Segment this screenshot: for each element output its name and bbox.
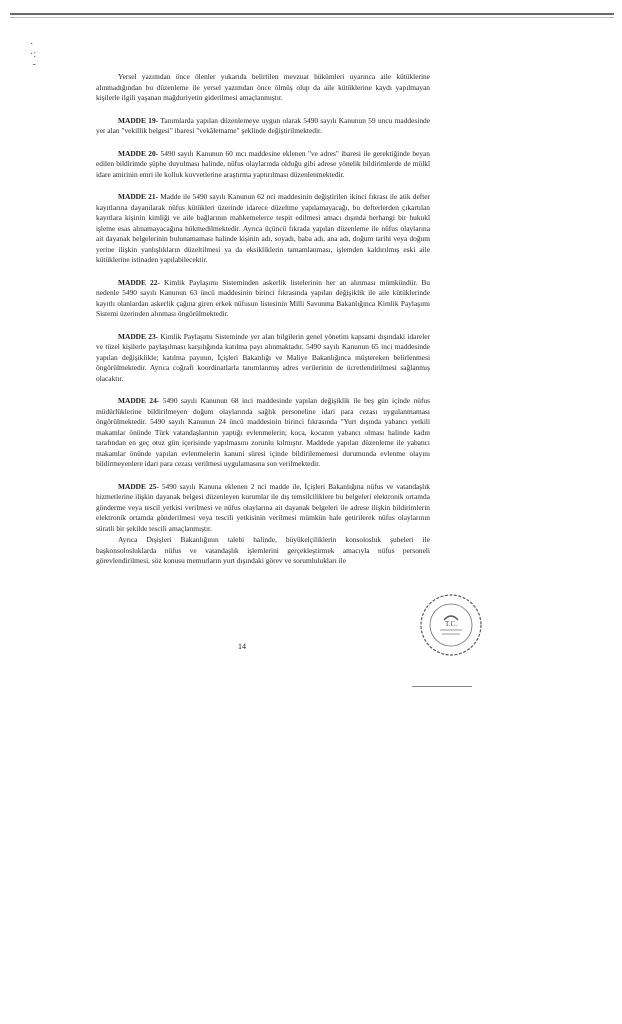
- paragraph-madde-23: [96, 332, 430, 385]
- signature-line: [412, 686, 472, 687]
- paragraph-text: Ayrıca Dışişleri Bakanlığının talebi halinde, büyükelçiliklerin konsolosluk şubeleri ile başkonsolosluklarda nüfus ve vatandaşlık işlemlerini gerçekleştirmek amacıyla nüfus personeli görevlendirilmesi, söz konusu memurların yurt dışındaki görev ve sorumlulukları ile: [96, 535, 430, 565]
- madde-heading: MADDE 20-: [118, 148, 159, 158]
- madde-heading: MADDE 23-: [118, 331, 159, 341]
- scan-specks: · ·: -: [30, 39, 37, 70]
- paragraph-text: Madde ile 5490 sayılı Kanunun 62 nci maddesinin değiştirilen ikinci fıkrası ile atik defter kayıtlarına dayanılarak nüfus kütükleri üzerinde idarece düzeltme yapılamayacağı, bu defterlerden çıkartılan kayıtlara kişinin kimliği ve aile bağlarının mahkemelerce tespit edilmesi amacı dışında herhangi bir hukukî işleme esas alınamayacağına hükmedilmektedir. Ayrıca üçüncü fıkrada yapılan düzenleme ile nüfus olaylarına ait dayanak belgelerinin bulunamaması halinde kişinin adı, soyadı, baba adı, ana adı, doğum tarihi veya doğum yerine ilişkin yanlışlıkların düzeltilmesi ya da eksikliklerin tamamlanması, işlemden kaldırılmış eski aile kütüklerine istinaden yapılabilecektir.: [96, 192, 430, 264]
- paragraph-madde-20: [96, 149, 430, 181]
- madde-heading: MADDE 19-: [118, 115, 159, 125]
- paragraph-text: 5490 sayılı Kanunun 60 ıncı maddesine eklenen "ve adres" ibaresi ile gerektiğinde beyan edilen bildirimde şüphe duyulması halinde, nüfus olaylarında olduğu gibi adrese yönelik bildirimlerde de mülkî idare amirinin emri ile kolluk kuvvetlerine araştırma yaptırılması düzenlenmektedir.: [96, 148, 430, 179]
- paragraph-madde-25: [96, 482, 430, 535]
- top-scan-border-faint: [10, 17, 614, 18]
- paragraph-text: Tanımlarda yapılan düzenlemeye uygun olarak 5490 sayılı Kanunun 59 uncu maddesinde yer alan "vekillik belgesi" ibaresi "vekâletname" şeklinde değiştirilmektedir.: [96, 115, 430, 135]
- paragraph-text: 5490 sayılı Kanuna eklenen 2 nci madde ile, İçişleri Bakanlığına nüfus ve vatandaşlık hizmetlerine ilişkin dayanak belgesi düzenleyen kurumlar ile dış temsilciliklere bu belgeleri elektronik ortamda gönderme veya tescil yetkisi verilmesi ve nüfus olaylarına ait dayanak belgeleri ile adrese ilişkin bildirimlerin elektronik ortamda gönderilmesi veya tescili yetkisinin verilmesi mümkün hale getirilerek nüfus olaylarının süratli bir şekilde tescili amaçlanmıştır.: [96, 481, 430, 533]
- paragraph-text: Kimlik Paylaşımı Sisteminde yer alan bilgilerin genel yönetim kapsamı dışındaki idareler ve tüzel kişilerle paylaşılması karşılığında katılma payı alınmaktadır. 5490 sayılı Kanunun 65 inci maddesinde yapılan değişiklikle; katılma payının, İçişleri Bakanlığı ve Maliye Bakanlığınca müştereken belirlenmesi öngörülmektedir. Ayrıca coğrafi koordinatlarla tanımlanmış adres verilerinin de ücretlendirilmesi sağlanmış olacaktır.: [96, 331, 431, 383]
- paragraph-intro: [96, 72, 430, 104]
- madde-heading: MADDE 21-: [118, 192, 158, 201]
- official-seal-stamp: [418, 592, 484, 658]
- paragraph-text: Yersel yazımdan önce ölenler yukarıda belirtilen mevzuat hükümleri uyarınca aile kütüklerine alınmadığından bu düzenleme ile yersel yazımdan önce ölmüş olup da aile kütüklerine kaydı yapılmayan kişilerle ilgili yaşanan mağduriyetin giderilmesi amaçlanmıştır.: [96, 72, 430, 102]
- madde-heading: MADDE 24-: [118, 396, 160, 405]
- madde-heading: MADDE 25-: [118, 481, 159, 491]
- paragraph-madde-22: [96, 278, 430, 320]
- paragraph-text: Kimlik Paylaşımı Sisteminden askerlik listelerinin her an alınması mümkündür. Bu nedenle 5490 sayılı Kanunun 63 üncü maddesinin birinci fıkrasında yapılan değişiklik ile aile kütüklerinde kayıtlı olanlardan askerlik çağına giren erkek nüfusun listesinin Milli Savunma Bakanlığınca Kimlik Paylaşımı Sistemi üzerinden alınması öngörülmektedir.: [96, 277, 430, 318]
- top-scan-border: [10, 13, 614, 15]
- page-number: 14: [238, 642, 246, 651]
- paragraph-continuation: [96, 535, 430, 567]
- seal-emblem-text: T.C.: [445, 620, 457, 628]
- madde-heading: MADDE 22-: [118, 277, 160, 287]
- document-body: [96, 72, 430, 568]
- paragraph-text: 5490 sayılı Kanunun 68 inci maddesinde yapılan değişiklik ile beş gün içinde nüfus müdürlüklerine bildirilmeyen doğum olaylarında sağlık personeline idari para cezası uygulanmaması öngörülmektedir. 5490 sayılı Kanunun 24 üncü maddesinin birinci fıkrasında "Yurt dışında yabancı yetkili makamlar önünde Türk vatandaşlarının yaptığı evlenmelerin; koca, kocanın yabancı olması halinde kadın tarafından en geç otuz gün içerisinde yapılmasını zorunlu kılmıştır. Maddede yapılan düzenleme ile yabancı makamlar önünde yapılan evlenmelerin kanuni süresi içinde bildirilememesi durumunda evlenme olayını bildirmeyenlere idari para cezası verilmesi uygulamasına son verilmektedir.: [96, 396, 430, 468]
- paragraph-madde-21: [96, 192, 430, 266]
- paragraph-madde-19: [96, 116, 430, 137]
- paragraph-madde-24: [96, 396, 430, 470]
